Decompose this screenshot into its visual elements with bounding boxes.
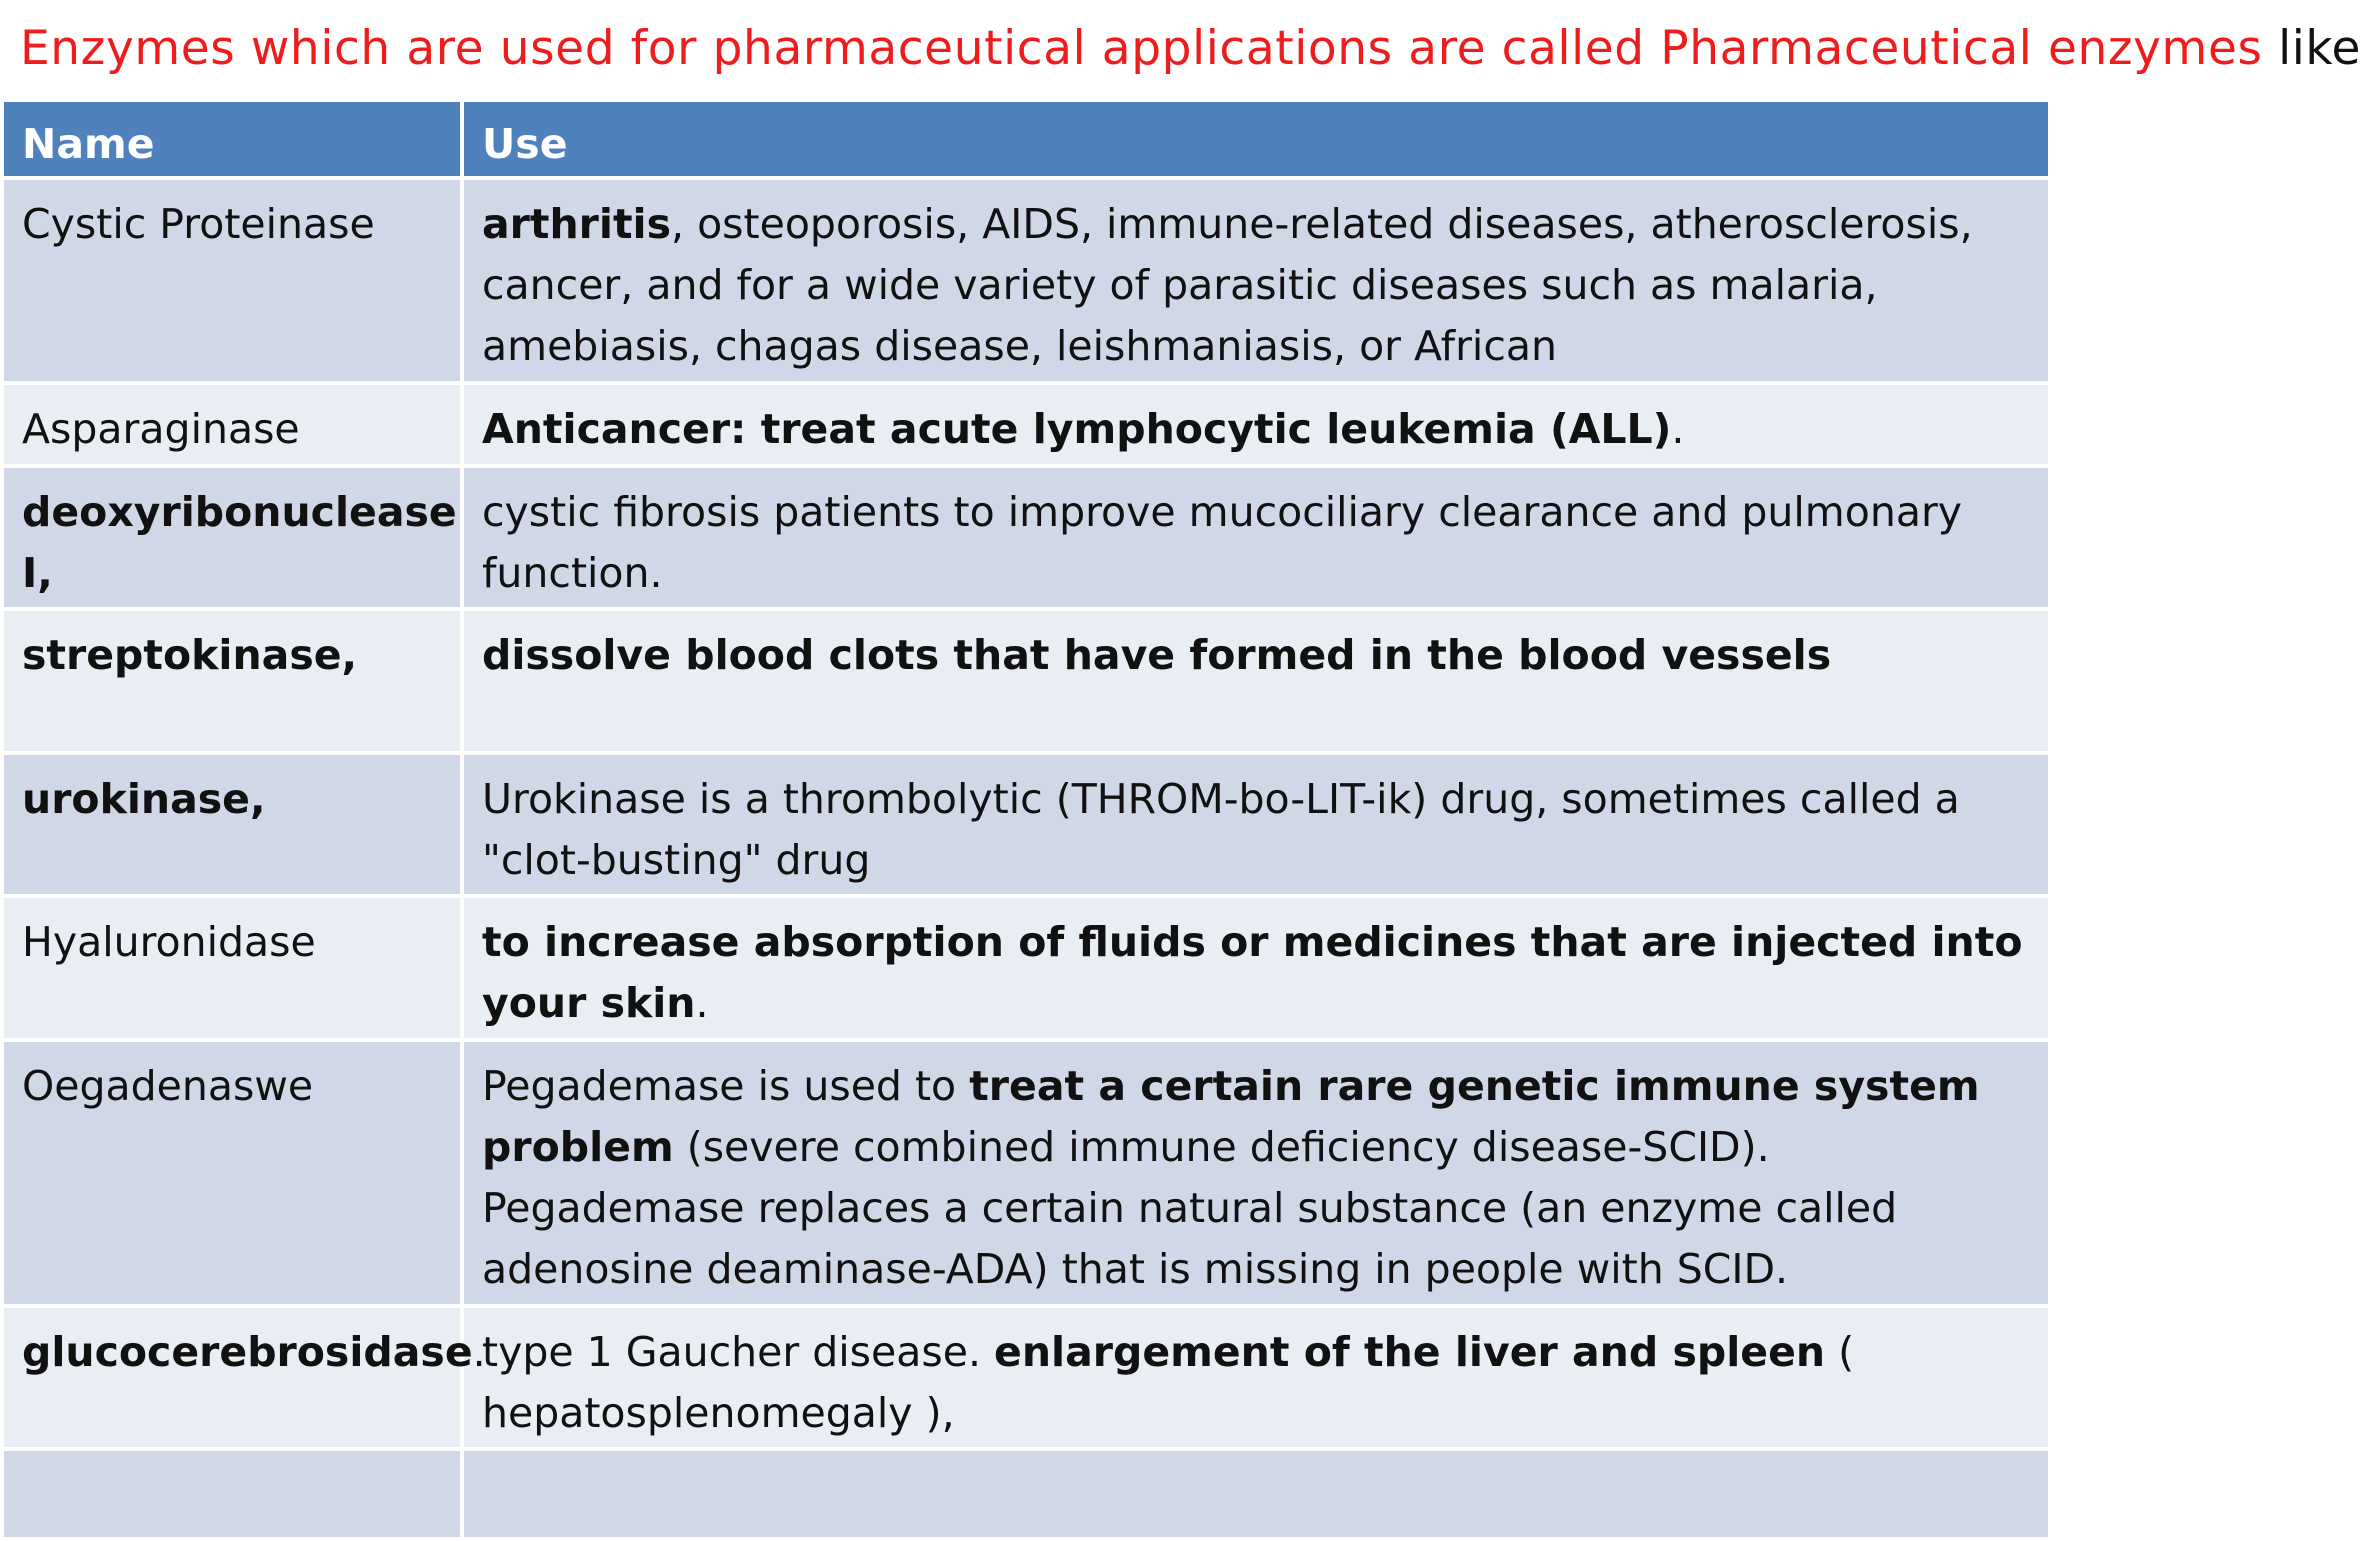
use-segment-bold: treat a certain rare genetic immune system problem — [482, 1062, 1980, 1171]
name-segment: . — [472, 1328, 486, 1376]
use-segment: Urokinase is a thrombolytic (THROM-bo-LIT-ik) drug, sometimes called a "clot-busting" drug — [482, 775, 1960, 884]
use-segment-bold: arthritis — [482, 200, 672, 248]
header-name: Name — [2, 100, 462, 178]
name-cell — [2, 1449, 462, 1539]
use-cell — [462, 1306, 2050, 1449]
name-segment-bold: urokinase, — [22, 775, 266, 823]
use-segment-bold: dissolve blood clots that have formed in the blood vessels — [482, 631, 1832, 679]
use-cell — [462, 896, 2050, 1040]
use-cell — [462, 753, 2050, 896]
use-segment: . — [1671, 405, 1685, 453]
use-segment-bold: Anticancer: treat acute lymphocytic leukemia (ALL) — [482, 405, 1672, 453]
name-cell — [2, 1306, 486, 1449]
slide-title — [20, 14, 2361, 84]
name-segment-bold: deoxyribonuclease I, — [22, 488, 457, 597]
use-segment-bold: to increase absorption of fluids or medicines that are injected into your skin — [482, 918, 2023, 1027]
table-row — [2, 1306, 2050, 1449]
name-cell — [2, 753, 462, 896]
table-row — [2, 178, 2050, 383]
use-segment: Pegademase is used to — [482, 1062, 970, 1110]
title-main-text: Enzymes which are used for pharmaceutical applications are called Pharmaceutical enzymes — [20, 21, 2263, 76]
table-row — [2, 383, 2050, 466]
name-cell — [2, 178, 462, 383]
enzymes-table — [0, 98, 2052, 1541]
name-segment-bold: streptokinase, — [22, 631, 358, 679]
name-segment: Cystic Proteinase — [22, 200, 375, 248]
name-segment: Oegadenaswe — [22, 1062, 314, 1110]
name-segment: Hyaluronidase — [22, 918, 316, 966]
name-cell — [2, 1040, 462, 1306]
table-row — [2, 1040, 2050, 1306]
use-segment: type 1 Gaucher disease. — [482, 1328, 995, 1376]
table-row — [2, 753, 2050, 896]
table-row-empty — [2, 1449, 2050, 1539]
name-cell — [2, 609, 462, 753]
table-row — [2, 466, 2050, 609]
use-cell — [462, 609, 2050, 753]
name-cell — [2, 896, 462, 1040]
use-segment-bold: enlargement of the liver and spleen — [994, 1328, 1826, 1376]
use-segment: , osteoporosis, AIDS, immune-related diseases, atherosclerosis, cancer, and for a wide variety of parasitic diseases such as malaria, amebiasis, chagas disease, leishmaniasis, or African — [482, 200, 1973, 370]
table-row — [2, 896, 2050, 1040]
use-cell — [462, 383, 2050, 466]
use-segment: ( hepatosplenomegaly ), — [482, 1328, 1855, 1437]
use-cell — [462, 178, 2050, 383]
name-cell — [2, 466, 462, 609]
use-segment: (severe combined immune deficiency disease-SCID). Pegademase replaces a certain natural substance (an enzyme called adenosine deaminase-ADA) that is missing in people with SCID. — [482, 1123, 1898, 1293]
table-row — [2, 609, 2050, 753]
use-cell — [462, 1040, 2050, 1306]
use-cell — [462, 1449, 2050, 1539]
name-cell — [2, 383, 462, 466]
name-segment-bold: glucocerebrosidase — [22, 1328, 473, 1376]
table-header-row — [2, 100, 2050, 178]
use-cell — [462, 466, 2050, 609]
use-segment: cystic fibrosis patients to improve mucociliary clearance and pulmonary function. — [482, 488, 1963, 597]
name-segment: Asparaginase — [22, 405, 300, 453]
title-suffix-text: like — [2262, 21, 2361, 76]
header-use: Use — [462, 100, 2050, 178]
use-segment: . — [695, 979, 709, 1027]
